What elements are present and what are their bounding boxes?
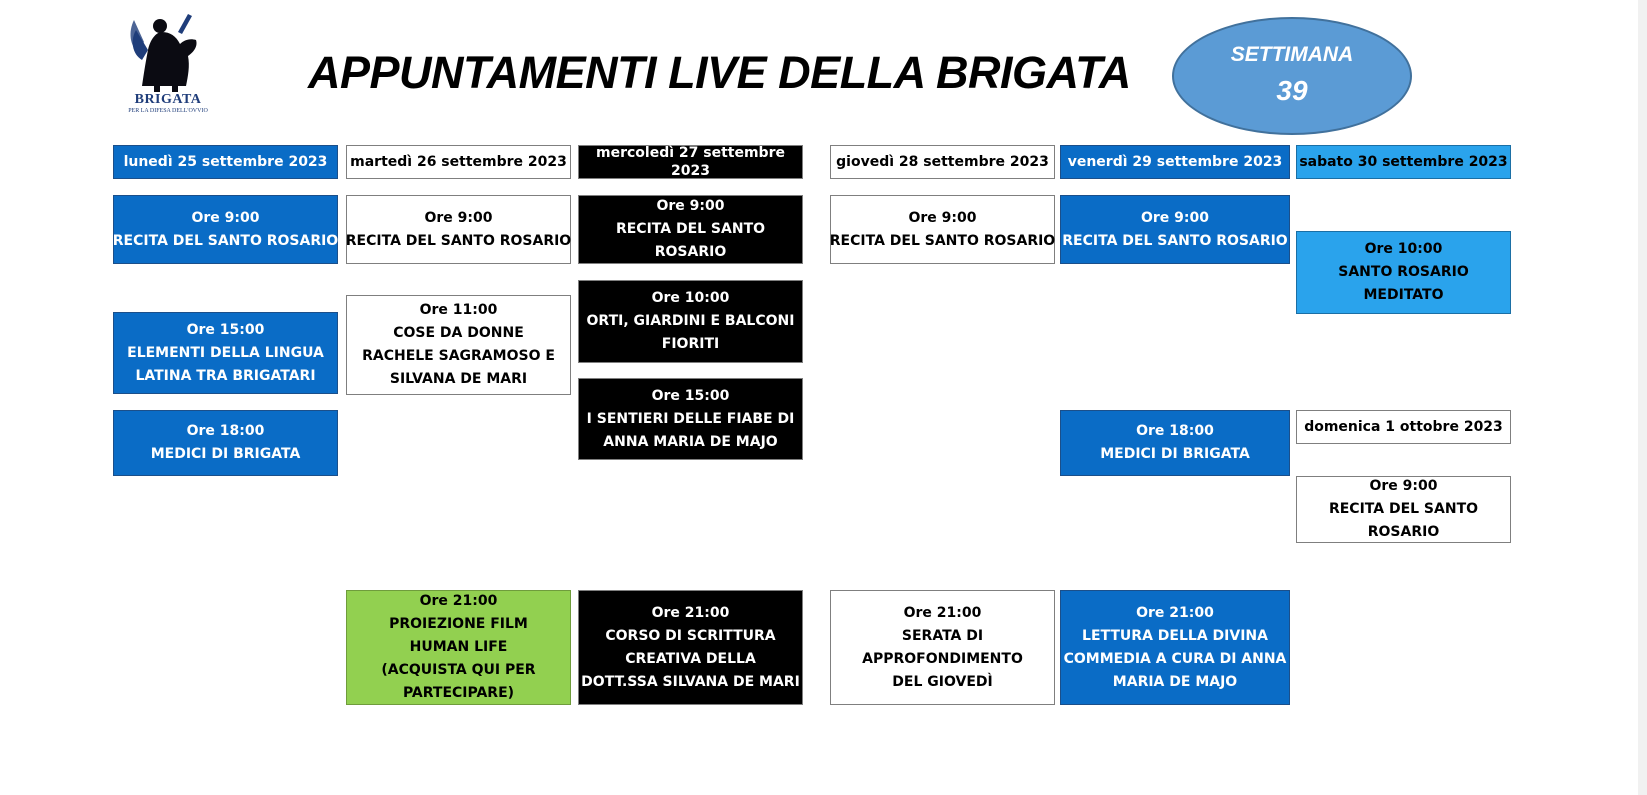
event-time: Ore 15:00 — [651, 387, 730, 404]
logo-text: BRIGATA — [134, 92, 202, 107]
event-title: ELEMENTI DELLA LINGUA — [127, 344, 324, 361]
event-title: RECITA DEL SANTO ROSARIO — [1062, 232, 1288, 249]
event-time: Ore 10:00 — [1364, 241, 1443, 257]
day-header-sunday: domenica 1 ottobre 2023 — [1296, 410, 1511, 444]
event-card[interactable] — [1060, 410, 1290, 476]
week-number: 39 — [1276, 75, 1308, 106]
week-badge — [1172, 17, 1412, 135]
event-time: Ore 21:00 — [651, 604, 730, 621]
event-title: MEDICI DI BRIGATA — [150, 446, 301, 462]
event-title: RECITA DEL SANTO ROSARIO — [112, 232, 339, 249]
event-title: RECITA DEL SANTO — [1328, 501, 1479, 517]
event-title: ROSARIO — [654, 244, 727, 260]
day-header-thursday: giovedì 28 settembre 2023 — [830, 145, 1055, 179]
event-title: CORSO DI SCRITTURA — [605, 627, 776, 644]
event-time: Ore 21:00 — [419, 593, 498, 609]
day-header-tuesday: martedì 26 settembre 2023 — [346, 145, 571, 179]
brigata-logo — [128, 10, 208, 112]
event-time: Ore 15:00 — [186, 321, 265, 338]
event-title: RACHELE SAGRAMOSO E — [362, 348, 555, 364]
event-card[interactable] — [113, 312, 338, 394]
logo-subtext: PER LA DIFESA DELL'OVVIO — [128, 108, 208, 114]
event-card[interactable] — [113, 410, 338, 476]
page-title: APPUNTAMENTI LIVE DELLA BRIGATA — [308, 47, 1131, 98]
event-card[interactable] — [578, 590, 803, 705]
event-time: Ore 9:00 — [1141, 209, 1209, 226]
event-title: MEDITATO — [1363, 287, 1444, 303]
day-header-monday: lunedì 25 settembre 2023 — [113, 145, 338, 179]
event-card[interactable] — [1060, 195, 1290, 264]
event-title: SILVANA DE MARI — [389, 371, 528, 387]
event-time: Ore 18:00 — [186, 423, 265, 439]
event-time: Ore 11:00 — [419, 302, 498, 318]
event-title: ANNA MARIA DE MAJO — [603, 433, 778, 450]
event-time: Ore 9:00 — [908, 209, 977, 226]
knight-horse-icon — [128, 10, 208, 94]
event-card[interactable] — [346, 195, 571, 264]
event-title: SERATA DI — [901, 627, 984, 644]
event-title: ROSARIO — [1367, 524, 1440, 540]
event-title: RECITA DEL SANTO ROSARIO — [345, 232, 572, 249]
event-link[interactable]: (ACQUISTA QUI PER — [381, 662, 536, 678]
event-card[interactable] — [1296, 476, 1511, 543]
event-time: Ore 9:00 — [656, 198, 725, 214]
event-title: HUMAN LIFE — [409, 639, 508, 655]
event-title: DEL GIOVEDÌ — [892, 673, 993, 690]
event-title: COMMEDIA A CURA DI ANNA — [1063, 650, 1287, 667]
event-title: MEDICI DI BRIGATA — [1100, 446, 1250, 462]
week-label: SETTIMANA — [1230, 43, 1354, 66]
event-card[interactable] — [346, 590, 571, 705]
event-card[interactable] — [578, 280, 803, 363]
day-header-friday: venerdì 29 settembre 2023 — [1060, 145, 1290, 179]
event-card[interactable] — [578, 378, 803, 460]
event-title: RECITA DEL SANTO ROSARIO — [829, 232, 1056, 249]
page-right-edge — [1638, 0, 1647, 795]
event-card[interactable] — [830, 590, 1055, 705]
event-title: I SENTIERI DELLE FIABE DI — [586, 410, 795, 427]
event-card[interactable] — [1296, 231, 1511, 314]
event-title: COSE DA DONNE — [393, 325, 524, 341]
event-card[interactable] — [830, 195, 1055, 264]
event-title: APPROFONDIMENTO — [862, 650, 1023, 667]
event-card[interactable] — [578, 195, 803, 264]
event-title: CREATIVA DELLA — [625, 650, 756, 667]
event-time: Ore 21:00 — [903, 604, 982, 621]
event-time: Ore 9:00 — [424, 209, 493, 226]
event-title: ORTI, GIARDINI E BALCONI — [586, 313, 795, 329]
event-title: LATINA TRA BRIGATARI — [135, 367, 316, 384]
event-title: FIORITI — [661, 336, 720, 352]
event-time: Ore 9:00 — [191, 209, 260, 226]
day-header-saturday: sabato 30 settembre 2023 — [1296, 145, 1511, 179]
event-title: SANTO ROSARIO — [1338, 264, 1469, 280]
event-title: LETTURA DELLA DIVINA — [1082, 627, 1268, 644]
event-title: PROIEZIONE FILM — [389, 616, 528, 632]
day-header-wednesday: mercoledì 27 settembre 2023 — [578, 145, 803, 179]
event-title: DOTT.SSA SILVANA DE MARI — [581, 673, 800, 690]
event-link[interactable]: PARTECIPARE) — [402, 685, 515, 701]
event-card[interactable] — [1060, 590, 1290, 705]
event-card[interactable] — [113, 195, 338, 264]
event-time: Ore 10:00 — [651, 290, 730, 306]
event-time: Ore 18:00 — [1136, 423, 1214, 439]
event-time: Ore 9:00 — [1369, 478, 1438, 494]
event-time: Ore 21:00 — [1136, 604, 1214, 621]
event-title: MARIA DE MAJO — [1112, 673, 1238, 690]
event-title: RECITA DEL SANTO — [615, 221, 766, 237]
event-card[interactable] — [346, 295, 571, 395]
